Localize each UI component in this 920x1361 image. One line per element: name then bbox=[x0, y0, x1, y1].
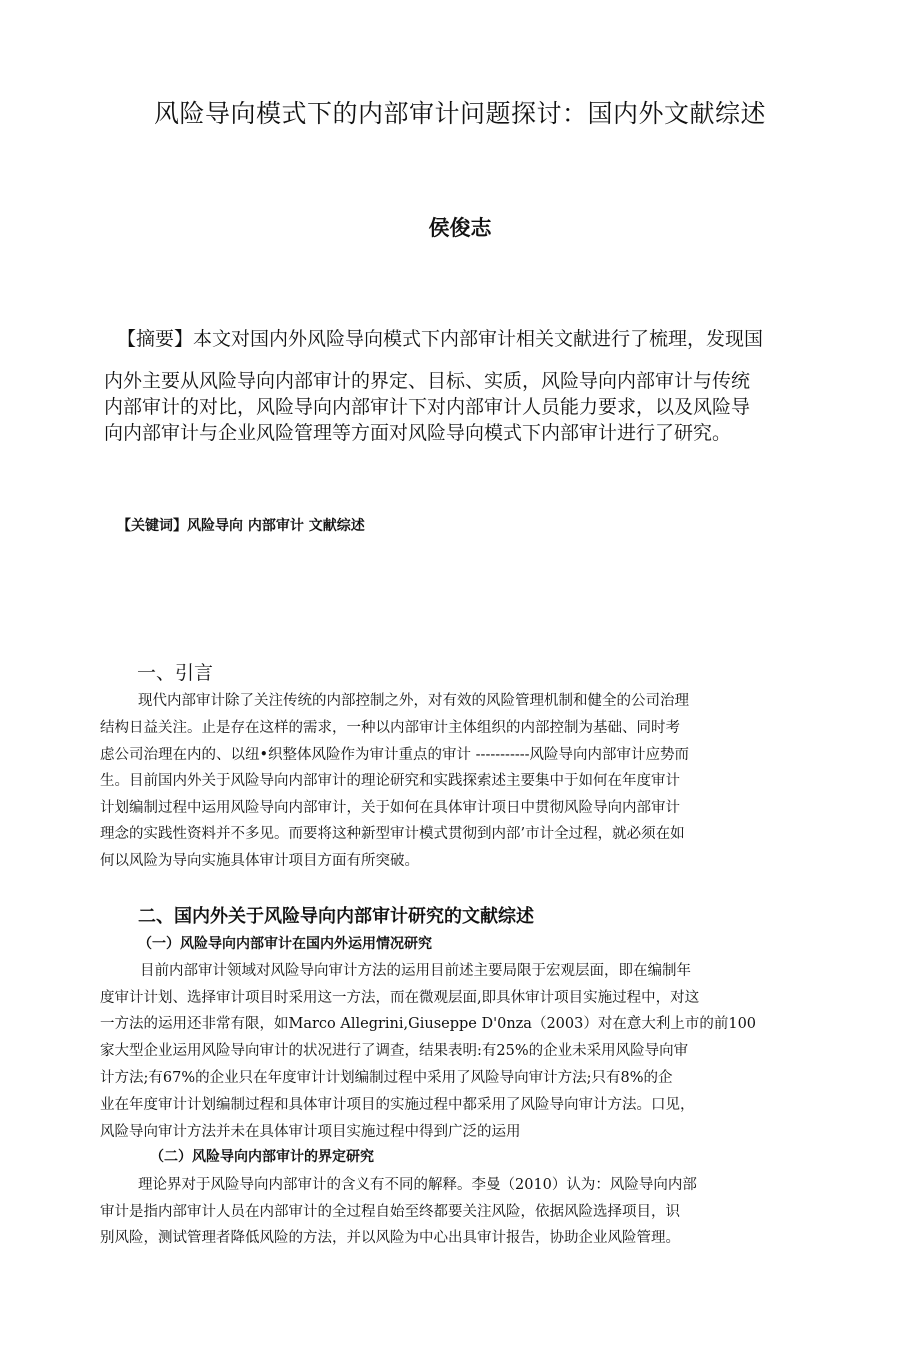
paragraph-line: 理念的实践性资料并不多见。而要将这种新型审计模式贯彻到内部’市计全过程，就必须在如 bbox=[100, 826, 685, 842]
paragraph-line: 目前内部审计领域对风险导向审计方法的运用目前述主要局限于宏观层面，即在编制年 bbox=[140, 963, 691, 979]
subsection-heading: （一）风险导向内部审计在国内外运用情况研究 bbox=[138, 936, 432, 952]
abstract-line: 内部审计的对比，风险导向内部审计下对内部审计人员能力要求，以及风险导 bbox=[104, 396, 751, 418]
paragraph-line: 结构日益关注。止是存在这样的需求，一种以内部审计主体组织的内部控制为基础、同时考 bbox=[100, 720, 680, 736]
paragraph-line: 别风险，测试管理者降低风险的方法，并以风险为中心出具审计报告，协助企业风险管理。 bbox=[100, 1230, 680, 1246]
paragraph-line: 一方法的运用还非常有限，如Marco Allegrini,Giuseppe D'0nza（2003）对在意大利上市的前100 bbox=[100, 1016, 757, 1032]
paragraph-line: 度审计计划、选择审计项目时采用这一方法，而在微观层面,即具休审计项目实施过程中，对这 bbox=[100, 990, 700, 1006]
paragraph-line: 计划编制过程中运用风险导向内部审计，关于如何在具体审计项日中贯彻风险导向内部审计 bbox=[100, 800, 680, 816]
paper-title: 风险导向模式下的内部审计问题探讨：国内外文献综述 bbox=[153, 99, 766, 128]
abstract-line: 内外主要从风险导向内部审计的界定、目标、实质，风险导向内部审计与传统 bbox=[104, 370, 751, 392]
paragraph-line: 业在年度审计计划编制过程和具体审计项目的实施过程中都采用了风险导向审计方法。口见， bbox=[100, 1097, 695, 1113]
abstract-line: 【摘要】本文对国内外风险导向模式下内部审计相关文献进行了梳理，发现国 bbox=[117, 328, 764, 350]
abstract-line: 向内部审计与企业风险管理等方面对风险导向模式下内部审计进行了研究。 bbox=[104, 422, 732, 444]
author-name: 侯俊志 bbox=[428, 216, 492, 240]
subsection-heading: （二）风险导向内部审计的界定研究 bbox=[150, 1149, 374, 1165]
paragraph-line: 风险导向审计方法并未在具体审计项目实施过程中得到广泛的运用 bbox=[100, 1124, 521, 1140]
paragraph-line: 家大型企业运用风险导向审计的状况进行了调查，结果表明:有25%的企业未采用风险导向审 bbox=[100, 1043, 689, 1059]
paragraph-line: 生。目前国内外关于风险导向内部审计的理论研究和实践探索述主要集中于如何在年度审计 bbox=[100, 773, 680, 789]
paragraph-line: 审计是指内部审计人员在内部审计的全过程自始至终都要关注风险，依据风险选择项目，识 bbox=[100, 1204, 680, 1220]
paragraph-line: 虑公司治理在内的、以纽•织整体风险作为审计重点的审计 -----------风险导向内部审计应势而 bbox=[100, 747, 690, 763]
paragraph-line: 计方法;有67%的企业只在年度审计计划编制过程中采用了风险导向审计方法;只有8%的企 bbox=[100, 1070, 673, 1086]
paragraph-line: 现代内部审计除了关注传统的内部控制之外，对有效的风险管理机制和健全的公司治理 bbox=[138, 693, 689, 709]
paragraph-line: 理论界对于风险导向内部审计的含义有不同的解释。李曼（2010）认为：风险导向内部 bbox=[138, 1177, 697, 1193]
paragraph-line: 何以风险为导向实施具体审计项目方面有所突破。 bbox=[100, 853, 419, 869]
section-heading: 一、引言 bbox=[137, 662, 214, 684]
keywords: 【关键词】风险导向 内部审计 文献综述 bbox=[117, 518, 365, 534]
section-heading: 二、国内外关于风险导向内部审计研究的文献综述 bbox=[138, 906, 534, 927]
